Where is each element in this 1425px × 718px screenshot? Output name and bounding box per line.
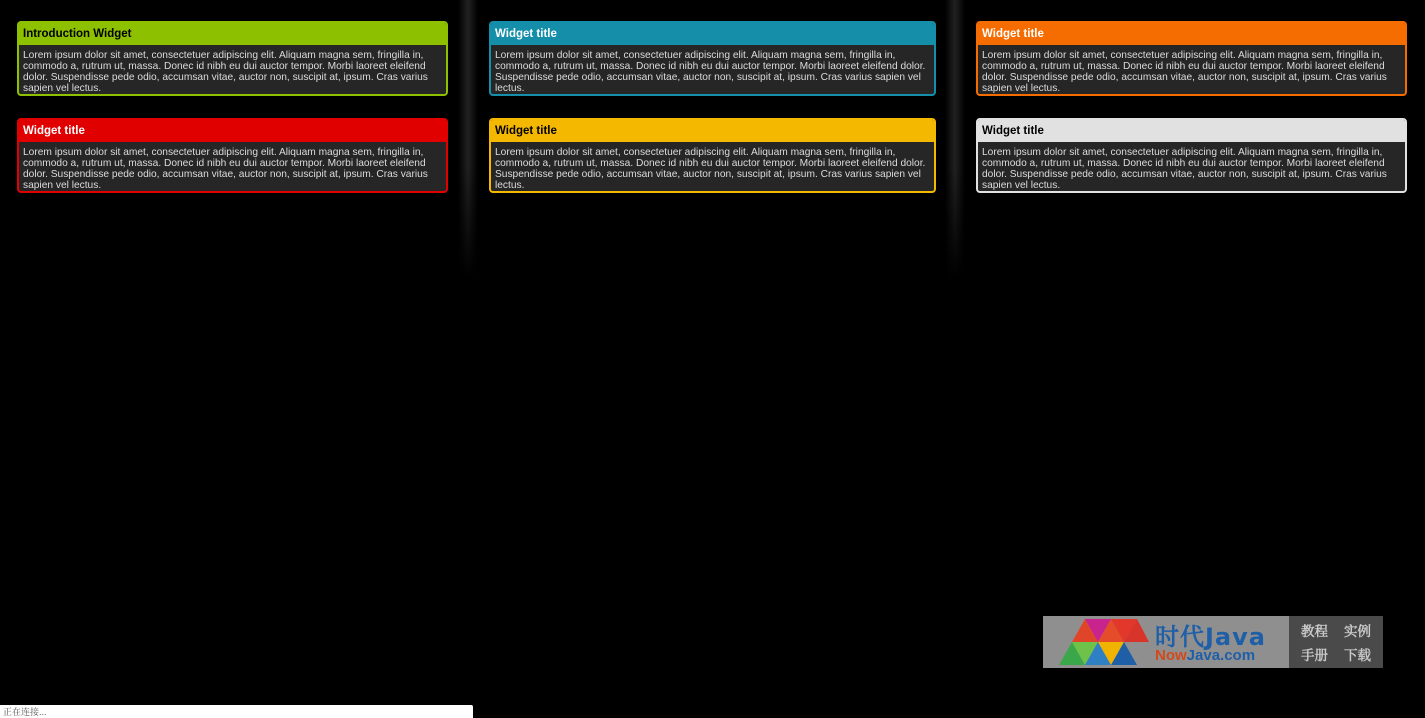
watermark-domain-rest: Java.com	[1186, 647, 1256, 664]
widget-header[interactable]	[19, 120, 446, 142]
widget-content: Lorem ipsum dolor sit amet, consectetuer adipiscing elit. Aliquam magna sem, fringilla in, commodo a, rutrum ut, massa. Donec id nibh eu dui auctor tempor. Morbi laoreet eleifend dolor. Suspendisse pede odio, accumsan vitae, auctor non, suscipit at, ipsum. Cras varius sapien vel lectus.	[23, 147, 428, 192]
widget-content: Lorem ipsum dolor sit amet, consectetuer adipiscing elit. Aliquam magna sem, fringilla in, commodo a, rutrum ut, massa. Donec id nibh eu dui auctor tempor. Morbi laoreet eleifend dolor. Suspendisse pede odio, accumsan vitae, auctor non, suscipit at, ipsum. Cras varius sapien vel lectus.	[982, 50, 1387, 95]
widget-title: Widget title	[982, 125, 1044, 137]
widget-content: Lorem ipsum dolor sit amet, consectetuer adipiscing elit. Aliquam magna sem, fringilla in, commodo a, rutrum ut, massa. Donec id nibh eu dui auctor tempor. Morbi laoreet eleifend dolor. Suspendisse pede odio, accumsan vitae, auctor non, suscipit at, ipsum. Cras varius sapien vel lectus.	[23, 50, 428, 95]
widget-content: Lorem ipsum dolor sit amet, consectetuer adipiscing elit. Aliquam magna sem, fringilla in, commodo a, rutrum ut, massa. Donec id nibh eu dui auctor tempor. Morbi laoreet eleifend dolor. Suspendisse pede odio, accumsan vitae, auctor non, suscipit at, ipsum. Cras varius sapien vel lectus.	[982, 147, 1387, 192]
widget-title: Widget title	[495, 28, 557, 40]
column-divider	[458, 0, 478, 280]
widget-title: Widget title	[23, 125, 85, 137]
widget-introduction[interactable]	[17, 21, 448, 96]
widget-header[interactable]	[978, 23, 1405, 45]
widget-title: Widget title	[982, 28, 1044, 40]
widget-header[interactable]	[491, 120, 934, 142]
watermark-link-tutorial[interactable]: 教程	[1301, 624, 1328, 640]
watermark-brand-panel[interactable]	[1043, 616, 1289, 668]
widget-header[interactable]	[19, 23, 446, 45]
widget-yellow[interactable]	[489, 118, 936, 193]
widget-blue[interactable]	[489, 21, 936, 96]
watermark-links	[1289, 616, 1383, 668]
widget-title: Introduction Widget	[23, 28, 132, 40]
triangle-mosaic-logo-icon	[1059, 619, 1149, 665]
watermark-brand-cn: 时代	[1155, 623, 1205, 651]
watermark-brand-latin: Java	[1205, 623, 1266, 651]
widget-header[interactable]	[491, 23, 934, 45]
watermark-banner[interactable]	[1043, 616, 1383, 668]
browser-status-bar: 正在连接...	[0, 705, 473, 718]
watermark-link-manual[interactable]: 手册	[1301, 648, 1328, 664]
watermark-domain	[1155, 647, 1255, 664]
widget-content: Lorem ipsum dolor sit amet, consectetuer adipiscing elit. Aliquam magna sem, fringilla in, commodo a, rutrum ut, massa. Donec id nibh eu dui auctor tempor. Morbi laoreet eleifend dolor. Suspendisse pede odio, accumsan vitae, auctor non, suscipit at, ipsum. Cras varius sapien vel lectus.	[495, 50, 926, 95]
widget-white[interactable]	[976, 118, 1407, 193]
widget-content: Lorem ipsum dolor sit amet, consectetuer adipiscing elit. Aliquam magna sem, fringilla in, commodo a, rutrum ut, massa. Donec id nibh eu dui auctor tempor. Morbi laoreet eleifend dolor. Suspendisse pede odio, accumsan vitae, auctor non, suscipit at, ipsum. Cras varius sapien vel lectus.	[495, 147, 926, 192]
watermark-link-examples[interactable]: 实例	[1344, 624, 1371, 640]
widget-header[interactable]	[978, 120, 1405, 142]
widget-orange[interactable]	[976, 21, 1407, 96]
column-divider	[945, 0, 965, 280]
widget-red[interactable]	[17, 118, 448, 193]
watermark-link-download[interactable]: 下载	[1344, 648, 1371, 664]
watermark-domain-now: Now	[1155, 647, 1187, 664]
widget-title: Widget title	[495, 125, 557, 137]
